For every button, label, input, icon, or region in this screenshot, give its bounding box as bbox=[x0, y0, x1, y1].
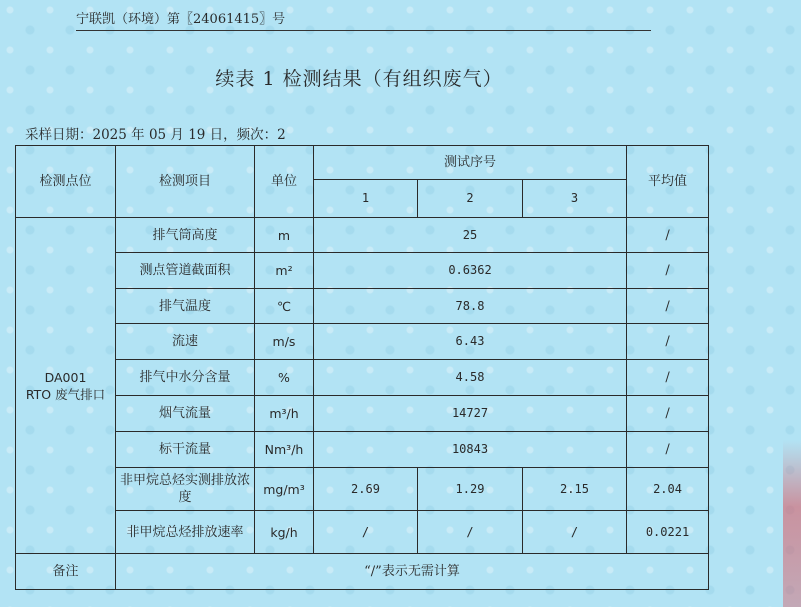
row-unit: ℃ bbox=[255, 289, 314, 324]
row-value: 78.8 bbox=[314, 289, 627, 324]
row-value-1: / bbox=[314, 511, 418, 554]
row-item: 排气中水分含量 bbox=[116, 360, 255, 396]
table-row bbox=[16, 324, 709, 360]
row-item: 烟气流量 bbox=[116, 396, 255, 432]
row-unit: mg/m³ bbox=[255, 468, 314, 511]
remark-label: 备注 bbox=[16, 554, 116, 590]
remark-row bbox=[16, 554, 709, 590]
row-value: 14727 bbox=[314, 396, 627, 432]
row-unit: m/s bbox=[255, 324, 314, 360]
header-unit: 单位 bbox=[255, 146, 314, 218]
row-value-2: 1.29 bbox=[418, 468, 523, 511]
header-seq-2: 2 bbox=[418, 180, 523, 218]
row-unit: m² bbox=[255, 253, 314, 289]
point-name-desc: RTO 废气排口 bbox=[25, 386, 106, 402]
remark-text: “/”表示无需计算 bbox=[116, 554, 709, 590]
row-unit: m bbox=[255, 218, 314, 253]
header-item: 检测项目 bbox=[116, 146, 255, 218]
row-item: 非甲烷总烃排放速率 bbox=[116, 511, 255, 554]
row-average: / bbox=[627, 432, 709, 468]
table-row bbox=[16, 468, 709, 511]
row-value-1: 2.69 bbox=[314, 468, 418, 511]
row-item: 非甲烷总烃实测排放浓度 bbox=[116, 468, 255, 511]
row-item: 标干流量 bbox=[116, 432, 255, 468]
row-average: / bbox=[627, 360, 709, 396]
table-row bbox=[16, 289, 709, 324]
header-test-seq: 测试序号 bbox=[314, 146, 627, 180]
row-value-2: / bbox=[418, 511, 523, 554]
row-value-3: 2.15 bbox=[523, 468, 627, 511]
row-average: 2.04 bbox=[627, 468, 709, 511]
row-average: / bbox=[627, 289, 709, 324]
row-average: / bbox=[627, 324, 709, 360]
row-average: / bbox=[627, 253, 709, 289]
row-average: 0.0221 bbox=[627, 511, 709, 554]
table-row bbox=[16, 253, 709, 289]
document-title: 续表 1 检测结果（有组织废气） bbox=[215, 68, 503, 90]
header-seq-3: 3 bbox=[523, 180, 627, 218]
row-value: 10843 bbox=[314, 432, 627, 468]
row-item: 测点管道截面积 bbox=[116, 253, 255, 289]
table-row bbox=[16, 432, 709, 468]
header-seq-1: 1 bbox=[314, 180, 418, 218]
row-value-3: / bbox=[523, 511, 627, 554]
table-row bbox=[16, 511, 709, 554]
row-unit: % bbox=[255, 360, 314, 396]
row-item: 流速 bbox=[116, 324, 255, 360]
report-number: 宁联凯（环境）第〖24061415〗号 bbox=[76, 8, 651, 31]
point-name-id: DA001 bbox=[44, 369, 87, 385]
header-average: 平均值 bbox=[627, 146, 709, 218]
red-seal-stamp bbox=[783, 440, 801, 607]
row-item: 排气温度 bbox=[116, 289, 255, 324]
table-row bbox=[16, 218, 709, 253]
header-row bbox=[16, 146, 709, 180]
row-value: 4.58 bbox=[314, 360, 627, 396]
sampling-info: 采样日期：2025 年 05 月 19 日，频次：2 bbox=[25, 127, 286, 143]
row-unit: Nm³/h bbox=[255, 432, 314, 468]
row-value: 6.43 bbox=[314, 324, 627, 360]
row-average: / bbox=[627, 396, 709, 432]
point-name-cell bbox=[16, 218, 116, 554]
results-table bbox=[15, 145, 709, 590]
table-row bbox=[16, 396, 709, 432]
table-row bbox=[16, 360, 709, 396]
row-average: / bbox=[627, 218, 709, 253]
row-unit: kg/h bbox=[255, 511, 314, 554]
row-value: 0.6362 bbox=[314, 253, 627, 289]
header-point: 检测点位 bbox=[16, 146, 116, 218]
row-unit: m³/h bbox=[255, 396, 314, 432]
row-value: 25 bbox=[314, 218, 627, 253]
row-item: 排气筒高度 bbox=[116, 218, 255, 253]
